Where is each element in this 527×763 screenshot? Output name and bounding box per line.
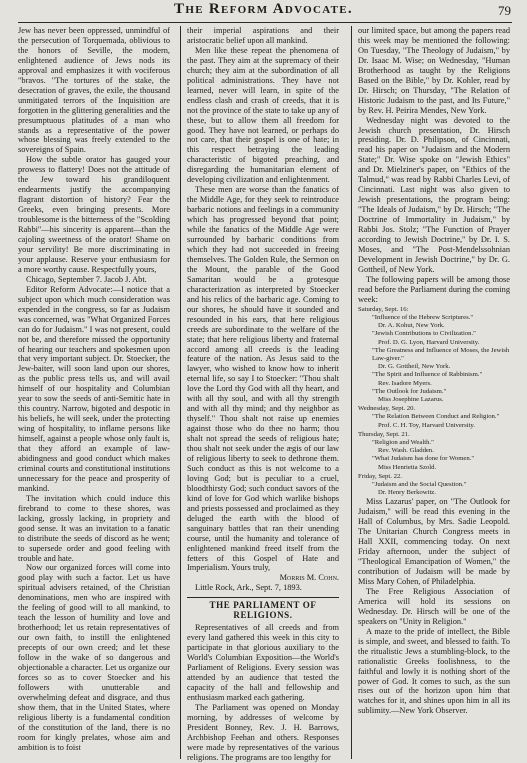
paragraph: These men are worse than the fanatics of the Middle Age, for they seek to reintroduce barbaric notions and feelings in a community which has progressed beyond that point; while the fanatics of the Middle Age were surrounded by barbaric conditions from which they had not succeeded in freeing themselves. The Golden Rule, the Sermon on the Mount, the parable of the Good Samaritan would be a grotesque characterization as interpreted by Stoecker and his relics of the barbaric age. Coming to our shores, he should have it sounded and resounded in his ears, that here religious creeds are subordinate to the welfare of the state; that here religious liberty and fraternal accord among all creeds is the leading feature of the nation. As Jesus said to the lawyer, who wished to know how to inherit eternal life, so say I to Stoecker: "Thou shalt love the Lord thy God with all thy heart, and with all thy soul, and with all thy strength and with all thy mind; and thy neighbor as thyself." Thou shalt not raise up enemies against those who do thee no harm; thou shalt not spread the seeds of religious hate; thou shalt not seek under the ægis of our law of religious liberty to seek to dethrone them. Such conduct as this is not welcome to a loving God; but is peculiar to a cruel, bloodthirsty God; such conduct savors of the kind of love for God which warlike bishops and priests possessed and proclaimed as they deluged the earth with the blood of sanguinary battles that ran their unending course, until the humanity and tolerance of enlightened mankind freed itself from the fetters of this Gospel of Hate and Imperialism. Yours truly, bbox=[187, 185, 339, 573]
paragraph: Miss Lazarus' paper, on "The Outlook for Judaism," will be read this evening in the Hall of Columbus, by Mrs. Sadie Leopold. The Unitarian Church Congress meets in Hall XXII, commencing today. On next Friday afternoon, under the subject of "Theological Emancipation of Women," the contribution of Judaism will be made by Miss Mary Cohen, of Philadelphia. bbox=[358, 497, 510, 586]
paragraph: our limited space, but among the papers read this week may be mentioned the following: On Tuesday, "The Theology of Judaism," by Dr. Isaac M. Wise; on Wednesday, "Human Brotherhood as taught by the Religions Based on the Bible," by Dr. Kohler, read by Dr. Hirsch; on Thursday, "The Relation of Historic Judaism to the past, and Its Future," by Rev. H. Peirira Mendes, New York. bbox=[358, 26, 510, 115]
column-right bbox=[358, 26, 510, 757]
header-rule bbox=[18, 22, 512, 23]
paragraph: The Parliament was opened on Monday morning, by addresses of welcome by President Bonney, Rev. J. H. Barrows, Archbishop Feehan and others. Responses were made by representatives of the various religions. The programs are too lengthy for bbox=[187, 702, 339, 762]
program-date: Wednesday, Sept. 20. bbox=[358, 405, 416, 413]
page-number: 79 bbox=[498, 3, 511, 18]
section-heading: THE PARLIAMENT OF RELIGIONS. bbox=[187, 597, 339, 621]
program-paper-title: "The Spirit and Influence of Rabbinism." bbox=[372, 371, 483, 379]
column-divider bbox=[351, 26, 352, 759]
program-list bbox=[358, 306, 510, 498]
program-speaker: Rev. Wash. Gladden. bbox=[378, 447, 434, 455]
program-speaker: Miss Henrietta Szold. bbox=[378, 463, 437, 471]
letter-signature: Chicago, September 7. Jacob J. Abt. bbox=[26, 274, 147, 284]
paragraph: Wednesday night was devoted to the Jewish church presentation, Dr. Hirsch presiding. Dr. D. Philipson, of Cincinnati, read his paper on "Judaism and the Modern State;" Dr. Wise spoke on "Jewish Ethics" and Dr. Mielziner's paper, on "Ethics of the Talmud," was read by Rabbi Charles Levi, of Cincinnati. Last night was also given to Jewish presentations, the program being: "The Ideals of Judaism," by Dr. Hirsch; "The Doctrine of Immortality in Judaism," by Rabbi Jos. Stolz; "The Function of Prayer according to Jewish Doctrine," by Dr. I. S. Moses, and "The Post-Mendelssohnian Development in Jewish Doctrine," by Dr. G. Gottheil, of New York. bbox=[358, 115, 510, 274]
paragraph: Men like these repeat the phenomena of the past. They aim at the supremacy of their church; they aim at the subordination of all political administrations. They have not learned, never will learn, in spite of the endless clash and crash of creeds, that it is not the province of the state to take up any of these, but to allow them all freedom for good. They have not learned, or perhaps do not care, that their gospel is one of hate; in this respect betraying the leading characteristic of bigoted preaching, and disregarding the humanitarian element of developing civilization and enlightenment. bbox=[187, 45, 339, 185]
program-speaker: Rev. Isadore Myers. bbox=[378, 379, 432, 387]
program-date: Thursday, Sept. 21. bbox=[358, 430, 410, 438]
paragraph: The following papers will be among those read before the Parliament during the coming week: bbox=[358, 274, 510, 304]
column-middle bbox=[187, 26, 339, 762]
program-speaker: Miss Josephine Lazarus. bbox=[378, 395, 444, 403]
program-paper-title: "What Judaism has done for Women." bbox=[372, 455, 475, 463]
program-date: Saturday, Sept. 16: bbox=[358, 305, 409, 313]
letter-signature: Morris M. Cohn. bbox=[279, 573, 339, 583]
program-speaker: Prof. D. G. Lyon, Harvard University. bbox=[378, 338, 480, 346]
masthead-title: The Reform Advocate. bbox=[174, 1, 353, 17]
paragraph: A maze to the pride of intellect, the Bible is simple, and sweet, and blessed to faith. To the ritualistic Jews a stumbling-block, to the rationalistic Greeks foolishness, to the faithful and lowly it is nothing short of the power of God. It comes to such, as the sun rises out of the horizon upon him that watches for it, and shines upon him in all its sublimity.—New York Observer. bbox=[358, 626, 510, 716]
program-paper-title: "The Greatness and Influence of Moses, the Jewish Law-giver." bbox=[372, 346, 510, 362]
paragraph: their imperial aspirations and their aristocratic belief upon all mankind. bbox=[187, 26, 339, 45]
paragraph: Jew has never been oppressed, unmindful of the persecution of Torquemada, oblivious to the honors of Seville, the modern, enlightened audience of Jews nods its approval and emphasizes it with vociferous "bravos. "The tortures of the stake, the desecration of graves, the exile, the thousand unmitigated terrors of the Inquisition are forgotten in the glittering generalities and the presumptuous platitudes of a man who stands as a representative of the power whose blessing was freely extended to the sovereigns of Spain. bbox=[18, 26, 170, 155]
program-date: Friday, Sept. 22. bbox=[358, 472, 402, 480]
paragraph: The invitation which could induce this firebrand to come to these shores, was lacking, grossly lacking, in propriety and good sense. It was an invitation to a fanatic to distribute the seeds of discord as he went; to supersede order and good feeling with trouble and hate. bbox=[18, 493, 170, 563]
column-left bbox=[18, 26, 170, 757]
program-paper-title: "Influence of the Hebrew Scriptures." bbox=[372, 313, 474, 321]
program-paper-title: "Judaism and the Social Question." bbox=[372, 480, 467, 488]
column-divider bbox=[180, 26, 181, 759]
paragraph: The Free Religious Association of America will hold its sessions on Wednesday. Dr. Hirsch will be one of the speakers on "Unity in Religion." bbox=[358, 586, 510, 626]
program-speaker: Dr. Henry Berkowitz. bbox=[378, 489, 436, 497]
program-speaker: Prof. C. H. Toy, Harvard University. bbox=[378, 421, 475, 429]
program-paper-title: "The Outlook for Judaism." bbox=[372, 387, 447, 395]
paragraph: Now our organized forces will come into good play with such a factor. Let us have spiritual advisers retained, of the Christian denominations, men who are inspired with the feeling of good will to all mankind, to teach the lesson of humility and love and brotherhood; let us retain representatives of our own faith, to instill the enlightened precepts of our own creed; and let these follow in the wake of so dangerous and objectionable a character. Let us organize our forces so as to cover Stoecker and his followers with unutterable and overwhelming defeat and disgrace, and thus show them, that in the United States, where religious liberty is a fundamental condition of the constitution of the land, there is no room for kingly prelates, whose aim and ambition is to foist bbox=[18, 563, 170, 752]
letter-dateline: Little Rock, Ark., Sept. 7, 1893. bbox=[195, 583, 302, 593]
paragraph: Editor Reform Advocate:—I notice that a subject upon which much consideration was expended in the congress, so far as Judaism was concerned, was "What Organized Forces can do for Judaism." I was not present, could not be, and therefore missed the opportunity of hearing our teachers and spokesmen upon that very important subject. Dr. Stoecker, the Jew-baiter, will soon land upon our shores, as the public press tells us, and will avail himself of our hospitality and Columbian year to sow the seeds of anti-Semitic hate in this country. Narrow, bigoted and despotic in his beliefs, he will seek, under the protecting wing of hospitality, to inflame persons like himself, against a people whose only fault is, that they afford an example of law-abidingness and good conduct which makes criminal courts and constitutional institutions unnecessary for the peace and prosperity of mankind. bbox=[18, 284, 170, 493]
program-paper-title: "The Relation Between Conduct and Religion." bbox=[372, 413, 500, 421]
paragraph: Representatives of all creeds and from every land gathered this week in this city to participate in that glorious auxiliary to the World's Columbian Exposition—the World's Parliament of Religions. Every session was attended by an audience that tested the capacity of the hall and fellowship and enthusiasm marked each gathering. bbox=[187, 623, 339, 702]
program-speaker: Dr. A. Kohut, New York. bbox=[378, 322, 445, 330]
program-speaker: Dr. G. Gottheil, New York. bbox=[378, 363, 451, 371]
paragraph: How the subtle orator has gauged your prowess to flattery! Does not the attitude of the Jew toward his grandiloquent endearments justify the accompanying flagrant distortion of history? Fear the Greeks, even bringing presents. More troublesome is the bitterness of the "Scolding Rabbi"—his sincerity is apparent—than the cajoling sweetness of the orator! Shame on your servility! Be more discriminating in your applause. Reserve your enthusiasm for a more worthy cause. Respectfully yours, bbox=[18, 155, 170, 274]
program-paper-title: "Religion and Wealth." bbox=[372, 438, 434, 446]
program-paper-title: "Jewish Contributions to Civilization." bbox=[372, 330, 476, 338]
